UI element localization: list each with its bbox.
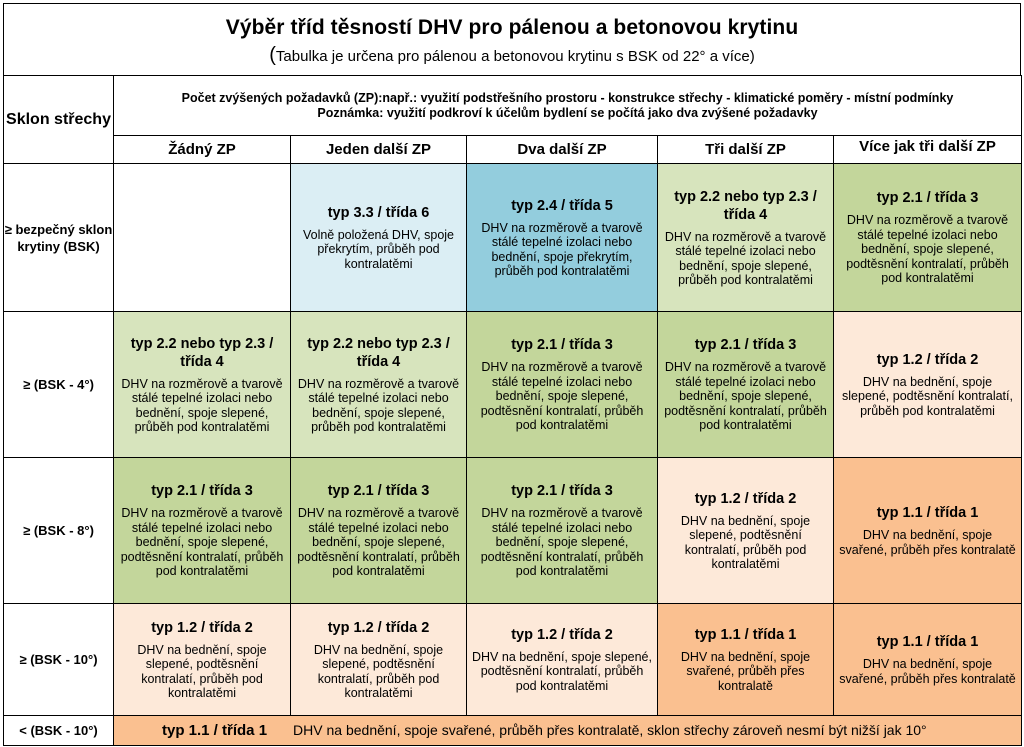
cell-type: typ 2.1 / třída 3 xyxy=(511,483,613,500)
cell-description: DHV na rozměrově a tvarově stálé tepelné izolaci nebo bednění, spoje slepené, podtěsnění kontralatí, průběh pod kontralatěmi xyxy=(480,506,644,579)
class-cell xyxy=(467,312,658,458)
cell-description: DHV na bednění, spoje slepené, podtěsnění kontralatí, průběh pod kontralatěmi xyxy=(842,374,1013,418)
table-title: Výběr tříd těsností DHV pro pálenou a betonovou krytinu xyxy=(225,16,799,39)
cell-description: DHV na rozměrově a tvarově stálé tepelné izolaci nebo bednění, spoje překrytím, průběh pod kontralatěmi xyxy=(481,220,643,278)
cell-description: DHV na rozměrově a tvarově stálé tepelné izolaci nebo bednění, spoje slepené, podtěsnění kontralatí, průběh pod kontralatěmi xyxy=(120,506,284,579)
cell-description: DHV na bednění, spoje svařené, průběh přes kontralatě xyxy=(839,528,1016,557)
cell-type: typ 2.1 / třída 3 xyxy=(327,483,430,500)
class-cell xyxy=(114,458,291,604)
class-cell xyxy=(658,312,834,458)
cell-type: typ 1.2 / třída 2 xyxy=(151,619,253,636)
last-row-cell xyxy=(114,716,1022,746)
cell-description: DHV na rozměrově a tvarově stálé tepelné izolaci nebo bednění, spoje slepené, průběh pod kontralatěmi xyxy=(297,376,460,434)
cell-type: typ 2.1 / třída 3 xyxy=(876,190,979,207)
column-header: Více jak tři další ZP xyxy=(834,136,1022,164)
cell-type: typ 2.2 nebo typ 2.3 / třída 4 xyxy=(307,335,450,370)
cell-description: DHV na rozměrově a tvarově stálé tepelné izolaci nebo bednění, spoje slepené, podtěsnění kontralatí, průběh pod kontralatěmi xyxy=(664,360,827,433)
row-label: ≥ (BSK - 10°) xyxy=(4,604,114,716)
cell-type: typ 1.2 / třída 2 xyxy=(694,490,797,507)
cell-type: typ 1.2 / třída 2 xyxy=(511,626,613,643)
class-cell xyxy=(467,164,658,312)
row-label: ≥ (BSK - 4°) xyxy=(4,312,114,458)
column-header: Dva další ZP xyxy=(467,136,658,164)
subtitle-paren: ( xyxy=(269,44,276,66)
cell-type: typ 2.2 nebo typ 2.3 / třída 4 xyxy=(130,335,274,370)
class-cell xyxy=(658,458,834,604)
cell-type: typ 2.4 / třída 5 xyxy=(511,197,613,214)
cell-type: typ 1.2 / třída 2 xyxy=(327,619,430,636)
note-line-1: Počet zvýšených požadavků (ZP):např.: využití podstřešního prostoru - konstrukce střechy - klimatické poměry - místní podmínky xyxy=(181,90,954,105)
class-cell xyxy=(467,604,658,716)
cell-type: typ 1.1 / třída 1 xyxy=(694,626,797,643)
cell-type: typ 1.1 / třída 1 xyxy=(876,505,979,521)
cell-description: DHV na rozměrově a tvarově stálé tepelné izolaci nebo bednění, spoje slepené, podtěsnění kontralatí, průběh pod kontralatěmi xyxy=(297,506,460,579)
cell-type: typ 1.1 / třída 1 xyxy=(162,722,268,739)
requirements-note xyxy=(114,76,1022,136)
cell-description: DHV na rozměrově a tvarově stálé tepelné izolaci nebo bednění, spoje slepené, průběh pod kontralatěmi xyxy=(121,376,283,434)
class-cell xyxy=(291,458,467,604)
column-header: Tři další ZP xyxy=(658,136,834,164)
cell-description: DHV na rozměrově a tvarově stálé tepelné izolaci nebo bednění, spoje slepené, podtěsnění kontralatí, průběh pod kontralatěmi xyxy=(846,213,1009,286)
class-cell xyxy=(114,164,291,312)
table-title-box xyxy=(3,3,1021,76)
class-cell xyxy=(114,312,291,458)
class-cell xyxy=(658,164,834,312)
cell-description: DHV na bednění, spoje svařené, průběh přes kontralatě, sklon střechy zároveň nesmí být nižší jak 10° xyxy=(293,722,927,738)
cell-type: typ 1.2 / třída 2 xyxy=(876,351,979,368)
cell-description: DHV na bednění, spoje slepené, podtěsnění kontralatí, průběh pod kontralatěmi xyxy=(472,649,652,693)
cell-description: DHV na rozměrově a tvarově stálé tepelné izolaci nebo bednění, spoje slepené, podtěsnění kontralatí, průběh pod kontralatěmi xyxy=(480,360,644,433)
class-cell xyxy=(834,164,1022,312)
cell-type: typ 2.1 / třída 3 xyxy=(511,337,613,354)
column-header: Žádný ZP xyxy=(114,136,291,164)
slope-header-label: Sklon střechy xyxy=(6,111,111,128)
class-cell xyxy=(658,604,834,716)
note-line-2: Poznámka: využití podkroví k účelům bydlení se počítá jako dva zvýšené požadavky xyxy=(317,105,818,120)
class-cell xyxy=(291,164,467,312)
row-label: ≥ bezpečný sklon krytiny (BSK) xyxy=(4,164,114,312)
row-label: < (BSK - 10°) xyxy=(4,716,114,746)
selection-table xyxy=(3,75,1022,746)
subtitle-text: Tabulka je určena pro pálenou a betonovou krytinu s BSK od 22° a více) xyxy=(275,48,755,65)
cell-description: DHV na bednění, spoje slepené, podtěsnění kontralatí, průběh pod kontralatěmi xyxy=(313,642,444,700)
cell-description: DHV na bednění, spoje slepené, podtěsnění kontralatí, průběh pod kontralatěmi xyxy=(680,513,811,571)
class-cell xyxy=(114,604,291,716)
cell-type: typ 2.1 / třída 3 xyxy=(151,483,253,500)
class-cell xyxy=(467,458,658,604)
cell-description: DHV na bednění, spoje svařené, průběh přes kontralatě xyxy=(839,657,1016,686)
class-cell xyxy=(834,604,1022,716)
cell-type: typ 3.3 / třída 6 xyxy=(327,204,430,221)
row-label: ≥ (BSK - 8°) xyxy=(4,458,114,604)
cell-type: typ 1.1 / třída 1 xyxy=(876,634,979,650)
cell-description: DHV na bednění, spoje svařené, průběh přes kontralatě xyxy=(680,649,811,693)
cell-description: DHV na bednění, spoje slepené, podtěsnění kontralatí, průběh pod kontralatěmi xyxy=(137,642,267,700)
cell-type: typ 2.1 / třída 3 xyxy=(694,337,797,354)
table-subtitle xyxy=(4,44,1020,67)
cell-type: typ 2.2 nebo typ 2.3 / třída 4 xyxy=(674,188,817,223)
class-cell xyxy=(834,458,1022,604)
slope-header xyxy=(4,76,114,164)
column-header: Jeden další ZP xyxy=(291,136,467,164)
cell-description: Volně položená DHV, spoje překrytím, průběh pod kontralatěmi xyxy=(302,227,455,271)
class-cell xyxy=(291,312,467,458)
cell-description: DHV na rozměrově a tvarově stálé tepelné izolaci nebo bednění, spoje slepené, průběh pod kontralatěmi xyxy=(664,229,827,287)
class-cell xyxy=(291,604,467,716)
class-cell xyxy=(834,312,1022,458)
